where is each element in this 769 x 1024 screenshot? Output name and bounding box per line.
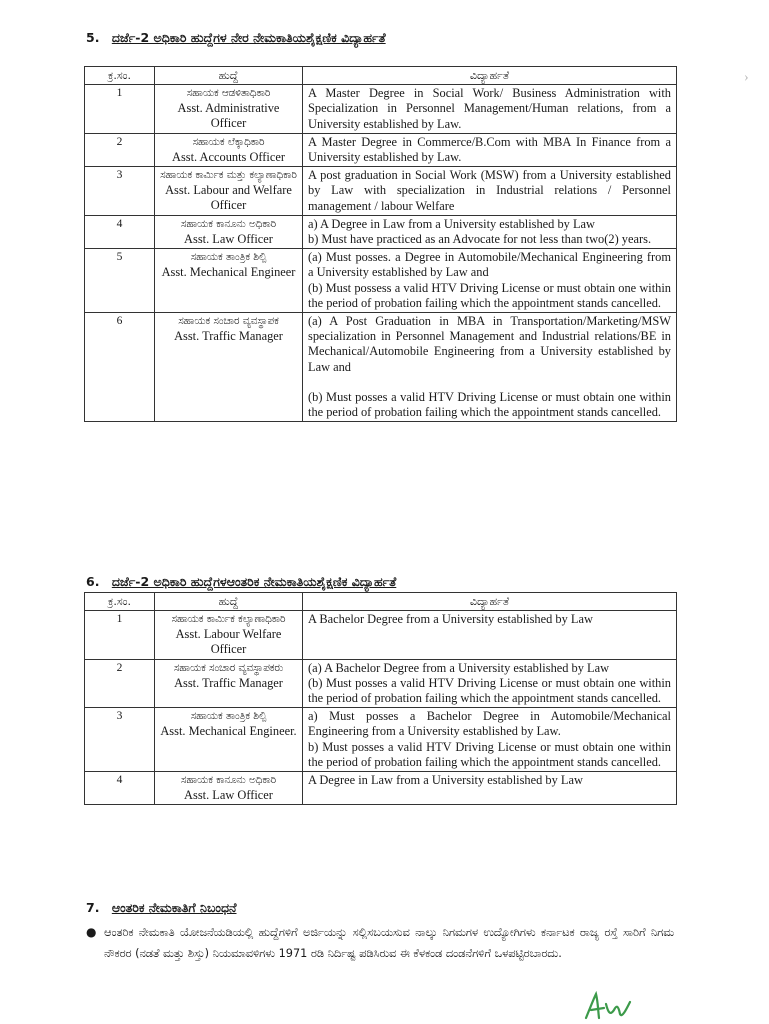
post-name-english: Asst. Mechanical Engineer (161, 265, 296, 280)
post-name-kannada: ಸಹಾಯಕ ತಾಂತ್ರಿಕ ಶಿಲ್ಪಿ (190, 710, 267, 723)
post-name-english: Asst. Traffic Manager (174, 675, 283, 690)
post-cell (155, 215, 303, 248)
post-name-english: Asst. Law Officer (184, 788, 273, 803)
section-5-heading (86, 30, 386, 46)
post-name-kannada: ಸಹಾಯಕ ಕಾರ್ಮಿಕ ಕಲ್ಯಾಣಾಧಿಕಾರಿ (171, 613, 286, 626)
post-name-english: Asst. Labour Welfare Officer (175, 627, 282, 657)
header-qualification: ವಿದ್ಯಾರ್ಹತೆ (303, 593, 677, 611)
table-row (85, 249, 677, 313)
qualification-line: A Degree in Law from a University established by Law (308, 773, 583, 788)
serial-number-cell: 3 (85, 167, 155, 216)
post-cell (155, 313, 303, 422)
post-name-kannada: ಸಹಾಯಕ ತಾಂತ್ರಿಕ ಶಿಲ್ಪಿ (190, 251, 267, 264)
section-7-title: ಆಂತರಿಕ ನೇಮಕಾತಿಗೆ ನಿಬಂಧನೆ (111, 900, 237, 915)
section-7-heading (86, 900, 237, 916)
table-row (85, 85, 677, 134)
post-name-kannada: ಸಹಾಯಕ ಸಂಚಾರ ವ್ಯವಸ್ಥಾಪಕರು (173, 661, 284, 674)
qualification-line: (a) A Post Graduation in MBA in Transportation/Marketing/MSW specialization in Personnel Management and Industrial relations/BE in Mechanical/Automobile Engineering from a University established by Law and (308, 314, 671, 374)
table-row (85, 133, 677, 166)
post-cell (155, 167, 303, 216)
post-name-english: Asst. Traffic Manager (174, 329, 283, 344)
qualification-line: (b) Must posses a valid HTV Driving License or must obtain one within the period of probation failing which the appointment stands cancelled. (308, 389, 671, 420)
table-row (85, 611, 677, 659)
header-sl: ಕ್ರ.ಸಂ. (85, 593, 155, 611)
post-name-kannada: ಸಹಾಯಕ ಕಾನೂನು ಅಧಿಕಾರಿ (180, 774, 277, 787)
serial-number-cell: 4 (85, 215, 155, 248)
qualification-line: A Master Degree in Commerce/B.Com with MBA In Finance from a University established by Law. (308, 134, 671, 165)
section-6-title: ದರ್ಜೆ-2 ಅಧಿಕಾರಿ ಹುದ್ದೆಗಳಆಂತರಿಕ ನೇಮಕಾತಿಯಶೈಕ್ಷಣಿಕ ವಿದ್ಯಾರ್ಹತೆ (111, 574, 397, 589)
qualification-cell (303, 133, 677, 166)
header-qualification: ವಿದ್ಯಾರ್ಹತೆ (303, 67, 677, 85)
post-name-kannada: ಸಹಾಯಕ ಕಾರ್ಮಿಕ ಮತ್ತು ಕಲ್ಯಾಣಾಧಿಕಾರಿ (160, 169, 297, 182)
header-post: ಹುದ್ದೆ (155, 593, 303, 611)
section-7-number: 7. (86, 900, 100, 915)
qualification-line: A post graduation in Social Work (MSW) from a University established by Law with specialization in Industrial relations / Personnel management / labour Welfare (308, 168, 671, 213)
post-name-kannada: ಸಹಾಯಕ ಆಡಳಿತಾಧಿಕಾರಿ (186, 87, 271, 100)
qualification-cell (303, 167, 677, 216)
qualification-line: b) Must posses a valid HTV Driving License or must obtain one within the period of probation failing which the appointment stands cancelled. (308, 739, 671, 769)
section-6-number: 6. (86, 574, 100, 589)
post-cell (155, 708, 303, 772)
serial-number-cell: 1 (85, 611, 155, 659)
serial-number-cell: 6 (85, 313, 155, 422)
post-name-kannada: ಸಹಾಯಕ ಲೆಕ್ಕಾಧಿಕಾರಿ (192, 135, 265, 148)
post-name-english: Asst. Law Officer (184, 231, 273, 246)
table-row (85, 313, 677, 422)
qualification-line: b) Must have practiced as an Advocate for not less than two(2) years. (308, 232, 652, 247)
table-header-row (85, 593, 677, 611)
post-cell (155, 772, 303, 805)
qualification-cell (303, 708, 677, 772)
serial-number-cell: 3 (85, 708, 155, 772)
post-name-english: Asst. Mechanical Engineer. (160, 724, 297, 739)
table-row (85, 659, 677, 708)
qualification-cell (303, 772, 677, 805)
qualification-line: A Master Degree in Social Work/ Business Administration with Specialization in Personnel Management/Human relations, from a University established by Law. (308, 86, 671, 131)
header-sl: ಕ್ರ.ಸಂ. (85, 67, 155, 85)
serial-number-cell: 2 (85, 133, 155, 166)
header-post: ಹುದ್ದೆ (155, 67, 303, 85)
qualification-cell (303, 249, 677, 313)
post-name-english: Asst. Administrative Officer (177, 101, 280, 131)
post-name-kannada: ಸಹಾಯಕ ಸಂಚಾರ ವ್ಯವಸ್ಥಾಪಕ (178, 315, 279, 328)
post-cell (155, 659, 303, 708)
serial-number-cell: 2 (85, 659, 155, 708)
table-row (85, 708, 677, 772)
qualification-line: a) Must posses a Bachelor Degree in Automobile/Mechanical Engineering from a University established by Law. (308, 709, 671, 739)
section-7-bullet (86, 922, 674, 964)
section-6-table (84, 592, 677, 805)
section-5-number: 5. (86, 30, 100, 45)
qualification-cell (303, 85, 677, 134)
margin-mark: › (744, 70, 749, 85)
qualification-line (308, 375, 671, 390)
qualification-line: (a) A Bachelor Degree from a University established by Law (308, 660, 610, 675)
qualification-line: a) A Degree in Law from a University established by Law (308, 216, 595, 231)
post-cell (155, 249, 303, 313)
table-row (85, 167, 677, 216)
qualification-cell (303, 313, 677, 422)
qualification-line: (a) Must posses. a Degree in Automobile/Mechanical Engineering from a University established by Law and (308, 250, 671, 280)
post-cell (155, 611, 303, 659)
serial-number-cell: 4 (85, 772, 155, 805)
qualification-cell (303, 611, 677, 659)
post-cell (155, 85, 303, 134)
serial-number-cell: 1 (85, 85, 155, 134)
section-5-title: ದರ್ಜೆ-2 ಅಧಿಕಾರಿ ಹುದ್ದೆಗಳ ನೇರ ನೇಮಕಾತಿಯಶೈಕ್ಷಣಿಕ ವಿದ್ಯಾರ್ಹತೆ (111, 30, 386, 45)
qualification-cell (303, 659, 677, 708)
qualification-line: A Bachelor Degree from a University established by Law (308, 612, 593, 627)
signature-mark (580, 988, 640, 1024)
post-name-english: Asst. Accounts Officer (172, 149, 285, 164)
table-header-row (85, 67, 677, 85)
section-5-table (84, 66, 677, 422)
qualification-line: (b) Must possess a valid HTV Driving License or must obtain one within the period of probation failing which the appointment stands cancelled. (308, 280, 671, 310)
table-row (85, 215, 677, 248)
post-cell (155, 133, 303, 166)
section-7-bullet-text: ಆಂತರಿಕ ನೇಮಕಾತಿ ಯೋಜನೆಯಡಿಯಲ್ಲಿ ಹುದ್ದೆಗಳಿಗೆ ಅರ್ಜಿಯನ್ನು ಸಲ್ಲಿಸಬಯಸುವ ನಾಲ್ಕು ನಿಗಮಗಳ ಉದ್ಯೋಗಿಗಳು ಕರ್ನಾಟಕ ರಾಜ್ಯ ರಸ್ತೆ ಸಾರಿಗೆ ನಿಗಮ ನೌಕರರ (ನಡತೆ ಮತ್ತು ಶಿಸ್ತು) ನಿಯಮಾವಳಿಗಳು 1971 ರಡಿ ನಿರ್ದಿಷ್ಟ ಪಡಿಸಿರುವ ಈ ಕೆಳಕಂಡ ದಂಡನೆಗಳಿಗೆ ಒಳಪಟ್ಟಿರಬಾರದು. (104, 926, 674, 960)
table-row (85, 772, 677, 805)
serial-number-cell: 5 (85, 249, 155, 313)
bullet-icon: ● (86, 925, 97, 939)
qualification-cell (303, 215, 677, 248)
qualification-line: (b) Must posses a valid HTV Driving License or must obtain one within the period of probation failing which the appointment stands cancelled. (308, 675, 671, 706)
post-name-english: Asst. Labour and Welfare Officer (165, 183, 292, 213)
section-6-heading (86, 574, 396, 590)
post-name-kannada: ಸಹಾಯಕ ಕಾನೂನು ಅಧಿಕಾರಿ (180, 217, 277, 230)
